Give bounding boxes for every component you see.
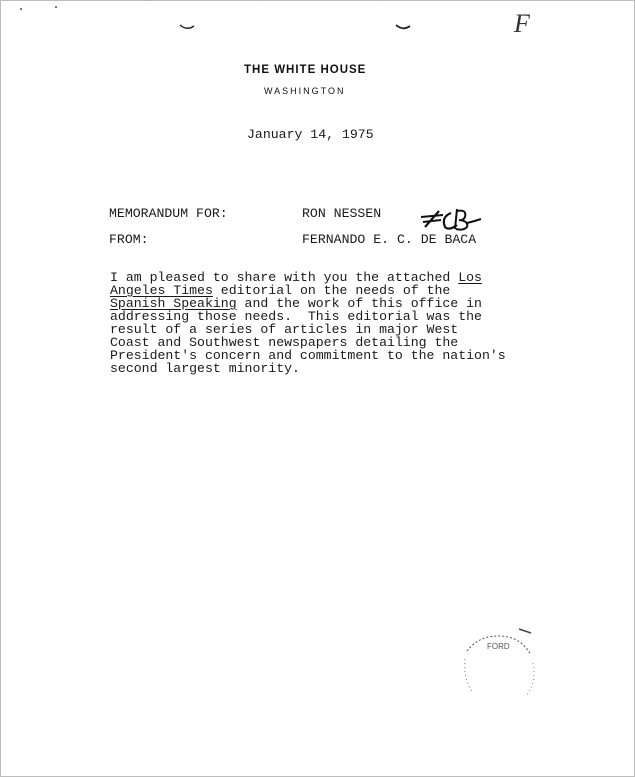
memo-for-label: MEMORANDUM FOR: <box>109 206 228 221</box>
memo-date: January 14, 1975 <box>247 127 374 142</box>
tick-mark-right <box>395 23 411 31</box>
body-line-6: Coast and Southwest newspapers detailing the <box>110 335 459 350</box>
body-line-5: result of a series of articles in major West <box>110 322 459 337</box>
underlined-phrase: Spanish Speaking <box>110 296 237 311</box>
body-line-7: President's concern and commitment to the nation's <box>110 348 506 363</box>
tick-mark-left <box>179 23 195 31</box>
scan-mark <box>20 8 22 10</box>
archive-stamp <box>459 623 539 713</box>
corner-mark: F <box>514 9 530 38</box>
newspaper-title: Angeles Times <box>110 283 213 298</box>
top-strip-caption <box>141 0 501 3</box>
body-text: editorial on the needs of the <box>212 283 451 298</box>
body-text: I am pleased to share with you the attached <box>110 270 459 285</box>
letterhead-title: THE WHITE HOUSE <box>244 64 367 76</box>
newspaper-title: Los <box>458 270 482 285</box>
stamp-text: FORD <box>487 642 510 651</box>
scan-mark <box>55 6 57 8</box>
body-text: and the work of this office in <box>236 296 482 311</box>
body-line-8: second largest minority. <box>110 361 300 376</box>
memo-from-label: FROM: <box>109 232 149 247</box>
memo-from-value: FERNANDO E. C. DE BACA <box>302 232 477 247</box>
memo-for-value: RON NESSEN <box>302 206 382 221</box>
letterhead-subtitle: WASHINGTON <box>264 86 346 96</box>
handwritten-initials <box>419 205 485 235</box>
body-line-4: addressing those needs. This editorial was the <box>110 309 482 324</box>
